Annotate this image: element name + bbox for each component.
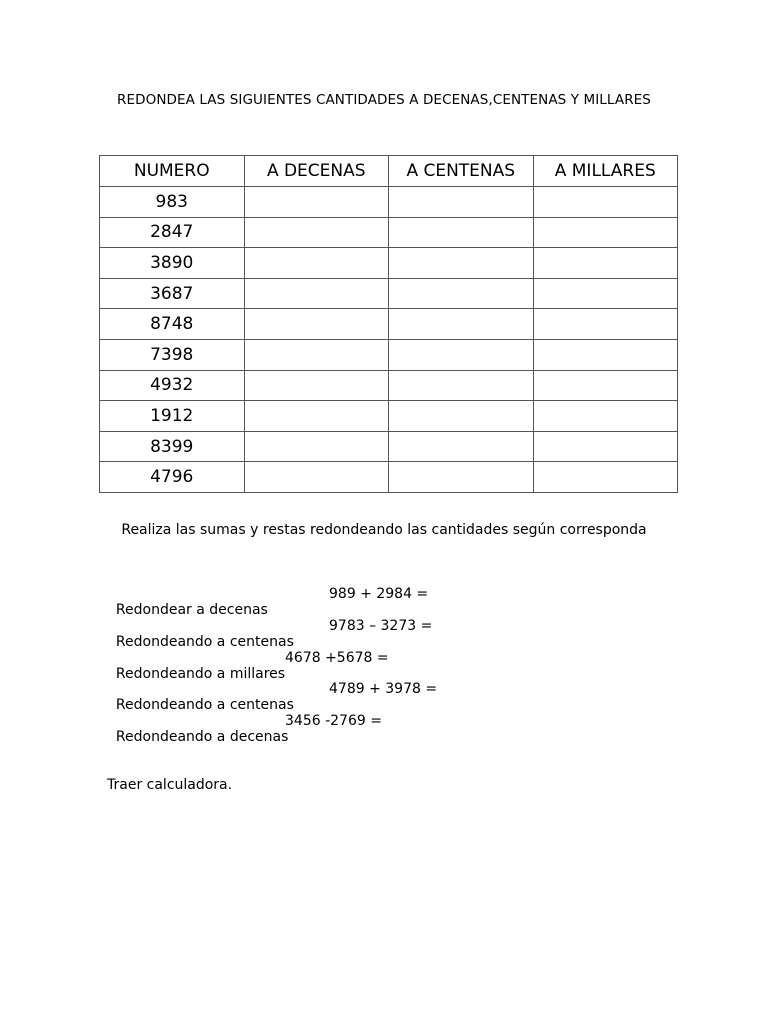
table-row xyxy=(100,462,678,493)
numero-cell: 983 xyxy=(100,187,245,218)
table-row xyxy=(100,401,678,432)
exercise-expression: 4678 +5678 = xyxy=(285,650,389,666)
decenas-cell xyxy=(244,278,389,309)
decenas-cell xyxy=(244,248,389,279)
millares-cell xyxy=(533,462,678,493)
centenas-cell xyxy=(389,278,534,309)
table-row xyxy=(100,217,678,248)
exercise-expression: 989 + 2984 = xyxy=(329,586,429,602)
numero-cell: 3687 xyxy=(100,278,245,309)
millares-cell xyxy=(533,339,678,370)
exercise-label: Redondeando a millares xyxy=(115,666,286,682)
millares-cell xyxy=(533,248,678,279)
numero-cell: 4796 xyxy=(100,462,245,493)
column-header-decenas: A DECENAS xyxy=(244,156,389,187)
exercise-item xyxy=(107,713,382,761)
centenas-cell xyxy=(389,217,534,248)
instructions-text: Realiza las sumas y restas redondeando las cantidades según corresponda xyxy=(121,522,647,538)
table-row xyxy=(100,187,678,218)
table-row xyxy=(100,278,678,309)
exercise-label: Redondear a decenas xyxy=(115,602,268,618)
decenas-cell xyxy=(244,187,389,218)
exercise-expression: 9783 – 3273 = xyxy=(329,618,433,634)
table-row xyxy=(100,370,678,401)
millares-cell xyxy=(533,217,678,248)
numero-cell: 8399 xyxy=(100,431,245,462)
table-row xyxy=(100,431,678,462)
footer-note: Traer calculadora. xyxy=(107,777,233,793)
millares-cell xyxy=(533,401,678,432)
centenas-cell xyxy=(389,431,534,462)
page-title: REDONDEA LAS SIGUIENTES CANTIDADES A DECENAS,CENTENAS Y MILLARES xyxy=(117,92,651,108)
numero-cell: 2847 xyxy=(100,217,245,248)
decenas-cell xyxy=(244,309,389,340)
numero-cell: 1912 xyxy=(100,401,245,432)
exercise-label: Redondeando a decenas xyxy=(115,729,289,745)
decenas-cell xyxy=(244,370,389,401)
numero-cell: 3890 xyxy=(100,248,245,279)
decenas-cell xyxy=(244,462,389,493)
decenas-cell xyxy=(244,217,389,248)
column-header-centenas: A CENTENAS xyxy=(389,156,534,187)
millares-cell xyxy=(533,431,678,462)
centenas-cell xyxy=(389,462,534,493)
table-row xyxy=(100,339,678,370)
table-row xyxy=(100,248,678,279)
exercise-expression: 4789 + 3978 = xyxy=(329,681,438,697)
centenas-cell xyxy=(389,339,534,370)
table-row xyxy=(100,309,678,340)
centenas-cell xyxy=(389,248,534,279)
exercise-label: Redondeando a centenas xyxy=(115,634,294,650)
centenas-cell xyxy=(389,401,534,432)
rounding-table xyxy=(99,155,678,493)
centenas-cell xyxy=(389,309,534,340)
millares-cell xyxy=(533,187,678,218)
table-header-row xyxy=(100,156,678,187)
numero-cell: 4932 xyxy=(100,370,245,401)
column-header-numero: NUMERO xyxy=(100,156,245,187)
decenas-cell xyxy=(244,401,389,432)
column-header-millares: A MILLARES xyxy=(533,156,678,187)
decenas-cell xyxy=(244,431,389,462)
decenas-cell xyxy=(244,339,389,370)
millares-cell xyxy=(533,370,678,401)
exercise-label: Redondeando a centenas xyxy=(115,697,294,713)
centenas-cell xyxy=(389,187,534,218)
millares-cell xyxy=(533,309,678,340)
exercise-expression: 3456 -2769 = xyxy=(285,713,382,729)
numero-cell: 8748 xyxy=(100,309,245,340)
numero-cell: 7398 xyxy=(100,339,245,370)
centenas-cell xyxy=(389,370,534,401)
millares-cell xyxy=(533,278,678,309)
